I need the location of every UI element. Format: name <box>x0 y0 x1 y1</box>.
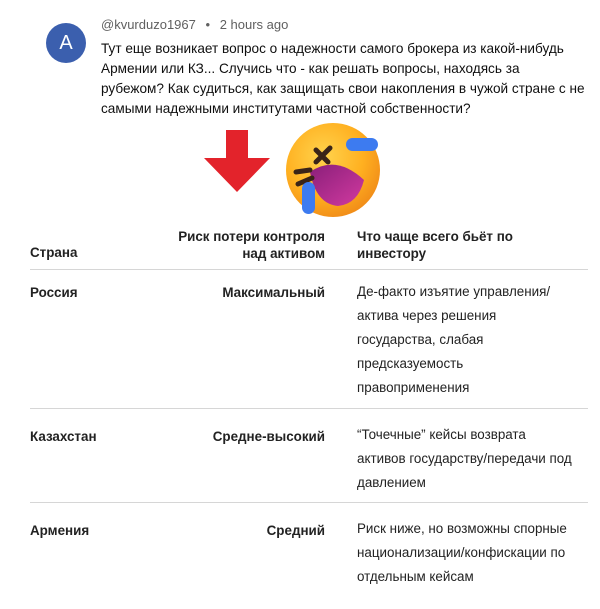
header-what: Что чаще всего бьёт по инвестору <box>357 229 513 261</box>
table-header <box>30 228 588 270</box>
table-row <box>30 409 588 503</box>
cell-risk: Максимальный <box>222 285 325 300</box>
avatar[interactable] <box>46 23 86 63</box>
table-row <box>30 503 588 596</box>
comment-author[interactable]: @kvurduzo1967 <box>101 17 196 32</box>
header-country: Страна <box>30 245 78 260</box>
cell-country: Казахстан <box>30 429 97 444</box>
separator-dot: • <box>205 17 211 32</box>
red-down-arrow-icon <box>204 130 270 192</box>
comment-header <box>101 16 586 34</box>
cell-what: “Точечные” кейсы возврата активов государству/передачи под давлением <box>357 427 572 490</box>
cell-risk: Средне-высокий <box>212 429 325 444</box>
cell-country: Армения <box>30 523 90 538</box>
comparison-table <box>30 228 588 596</box>
cell-country: Россия <box>30 285 78 300</box>
cell-what: Риск ниже, но возможны спорные национализации/конфискации по отдельным кейсам <box>357 521 567 584</box>
header-risk: Риск потери контроля над активом <box>178 229 325 261</box>
cell-risk: Средний <box>266 523 325 538</box>
cell-what: Де-факто изъятие управления/актива через решения государства, слабая предсказуемость правоприменения <box>357 284 551 395</box>
comment-time[interactable]: 2 hours ago <box>219 17 289 32</box>
comment-body <box>101 16 586 119</box>
table-row <box>30 270 588 409</box>
comment-text: Тут еще возникает вопрос о надежности самого брокера из какой-нибудь Армении или КЗ... Случись что - как решать вопросы, находясь за рубежом? Как судиться, как защищать свои накопления в чужой стране с не самыми надежными институтами частной собственности? <box>101 41 585 116</box>
rolling-on-floor-laughing-emoji <box>278 122 384 218</box>
avatar-letter: A <box>59 31 73 54</box>
